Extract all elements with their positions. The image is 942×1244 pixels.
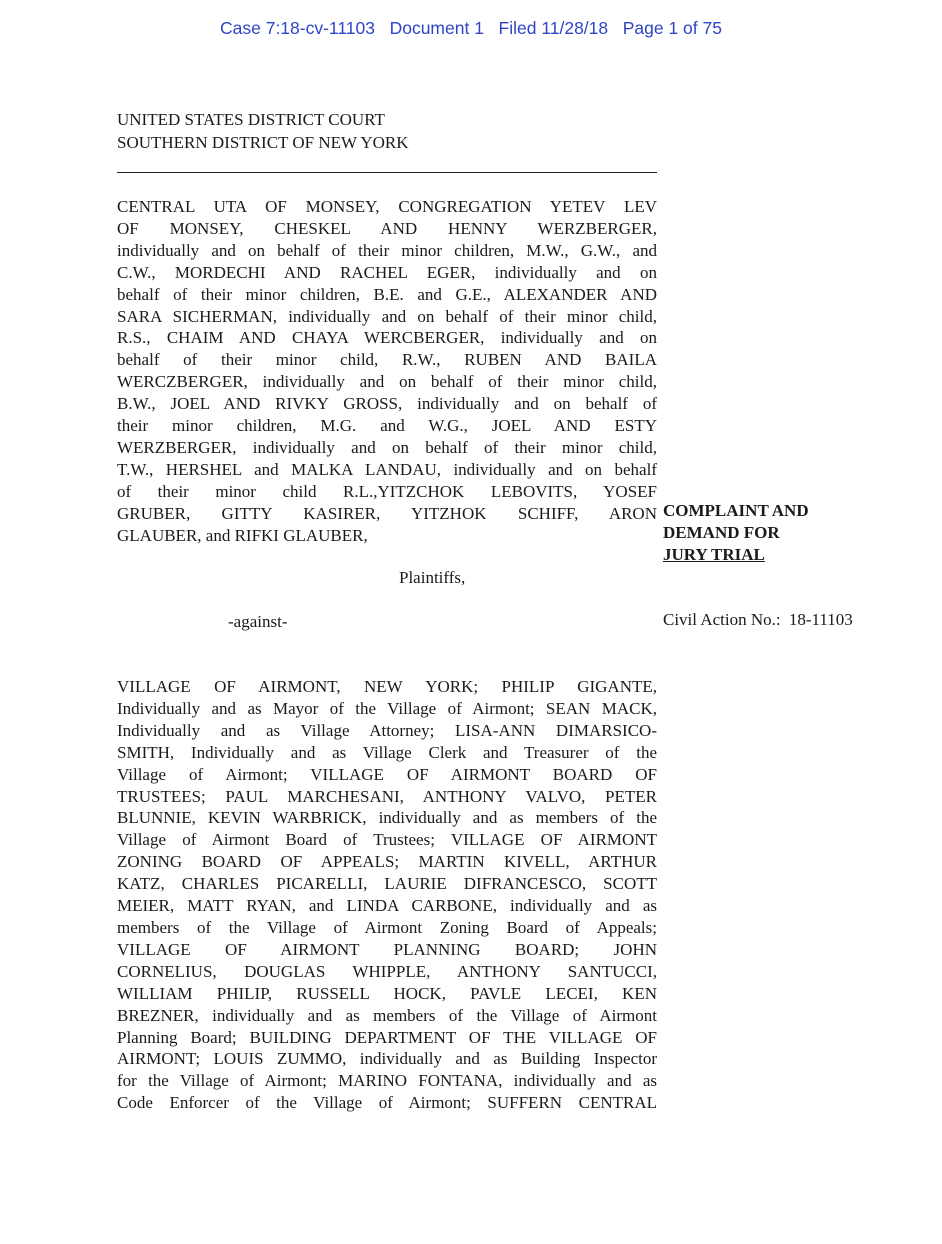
plaintiffs-line: GLAUBER, and RIFKI GLAUBER, [117,525,368,545]
plaintiffs-line: WERCZBERGER, individually and on behalf of their minor child, [117,372,657,392]
plaintiffs-line: T.W., HERSHEL and MALKA LANDAU, individually and on behalf [117,459,657,479]
defendants-line: Planning Board; BUILDING DEPARTMENT OF THE VILLAGE OF [117,1027,657,1047]
defendants-line: MEIER, MATT RYAN, and LINDA CARBONE, individually and as [117,896,657,916]
against-label: -against- [228,612,288,631]
defendants-line: for the Village of Airmont; MARINO FONTANA, individually and as [117,1071,657,1091]
plaintiffs-label: Plaintiffs, [399,568,466,587]
defendants-list [117,676,657,1114]
defendants-line: Village of Airmont Board of Trustees; VILLAGE OF AIRMONT [117,830,657,850]
document-title [663,500,809,566]
court-district: SOUTHERN DISTRICT OF NEW YORK [117,133,409,152]
defendants-line: Individually and as Mayor of the Village of Airmont; SEAN MACK, [117,698,657,718]
defendants-line: SMITH, Individually and as Village Clerk and Treasurer of the [117,742,657,762]
plaintiffs-line: WERZBERGER, individually and on behalf of their minor child, [117,437,657,457]
defendants-line: ZONING BOARD OF APPEALS; MARTIN KIVELL, ARTHUR [117,852,657,872]
title-line: COMPLAINT AND [663,501,809,520]
plaintiffs-list [117,196,657,547]
plaintiffs-line: SARA SICHERMAN, individually and on behalf of their minor child, [117,306,657,326]
defendants-line: Village of Airmont; VILLAGE OF AIRMONT BOARD OF [117,764,657,784]
title-line: JURY TRIAL [663,545,765,564]
plaintiffs-line: their minor children, M.G. and W.G., JOEL AND ESTY [117,416,657,436]
plaintiffs-line: C.W., MORDECHI AND RACHEL EGER, individually and on [117,262,657,282]
defendants-line: BLUNNIE, KEVIN WARBRICK, individually and as members of the [117,808,657,828]
civil-action-number [663,610,853,630]
plaintiffs-line: R.S., CHAIM AND CHAYA WERCBERGER, individually and on [117,328,657,348]
defendants-line: WILLIAM PHILIP, RUSSELL HOCK, PAVLE LECEI, KEN [117,983,657,1003]
defendants-line: AIRMONT; LOUIS ZUMMO, individually and as Building Inspector [117,1049,657,1069]
plaintiffs-line: B.W., JOEL AND RIVKY GROSS, individually and on behalf of [117,394,657,414]
plaintiffs-line: CENTRAL UTA OF MONSEY, CONGREGATION YETEV LEV [117,197,657,216]
court-name: UNITED STATES DISTRICT COURT [117,110,385,129]
case-number: 18-11103 [788,610,853,629]
court-heading [117,108,409,154]
title-line: DEMAND FOR [663,523,780,542]
defendants-line: BREZNER, individually and as members of the Village of Airmont [117,1005,657,1025]
defendants-line: members of the Village of Airmont Zoning Board of Appeals; [117,917,657,937]
civil-action-label: Civil Action No.: [663,610,781,629]
plaintiffs-line: behalf of their minor children, B.E. and G.E., ALEXANDER AND [117,284,657,304]
plaintiffs-line: behalf of their minor child, R.W., RUBEN AND BAILA [117,350,657,370]
defendants-line: VILLAGE OF AIRMONT PLANNING BOARD; JOHN [117,939,657,959]
caption-divider [117,172,657,173]
defendants-line: CORNELIUS, DOUGLAS WHIPPLE, ANTHONY SANTUCCI, [117,961,657,981]
defendants-line: TRUSTEES; PAUL MARCHESANI, ANTHONY VALVO, PETER [117,786,657,806]
defendants-line: Individually and as Village Attorney; LISA-ANN DIMARSICO- [117,720,657,740]
plaintiffs-line: GRUBER, GITTY KASIRER, YITZHOK SCHIFF, ARON [117,503,657,523]
ecf-header-stamp: Case 7:18-cv-11103 Document 1 Filed 11/28/18 Page 1 of 75 [220,18,722,38]
defendants-line: KATZ, CHARLES PICARELLI, LAURIE DIFRANCESCO, SCOTT [117,874,657,894]
plaintiffs-line: OF MONSEY, CHESKEL AND HENNY WERZBERGER, [117,218,657,238]
plaintiffs-line: individually and on behalf of their minor children, M.W., G.W., and [117,240,657,260]
defendants-line: VILLAGE OF AIRMONT, NEW YORK; PHILIP GIGANTE, [117,677,657,696]
defendants-line: Code Enforcer of the Village of Airmont; SUFFERN CENTRAL [117,1093,657,1113]
plaintiffs-line: of their minor child R.L.,YITZCHOK LEBOVITS, YOSEF [117,481,657,501]
